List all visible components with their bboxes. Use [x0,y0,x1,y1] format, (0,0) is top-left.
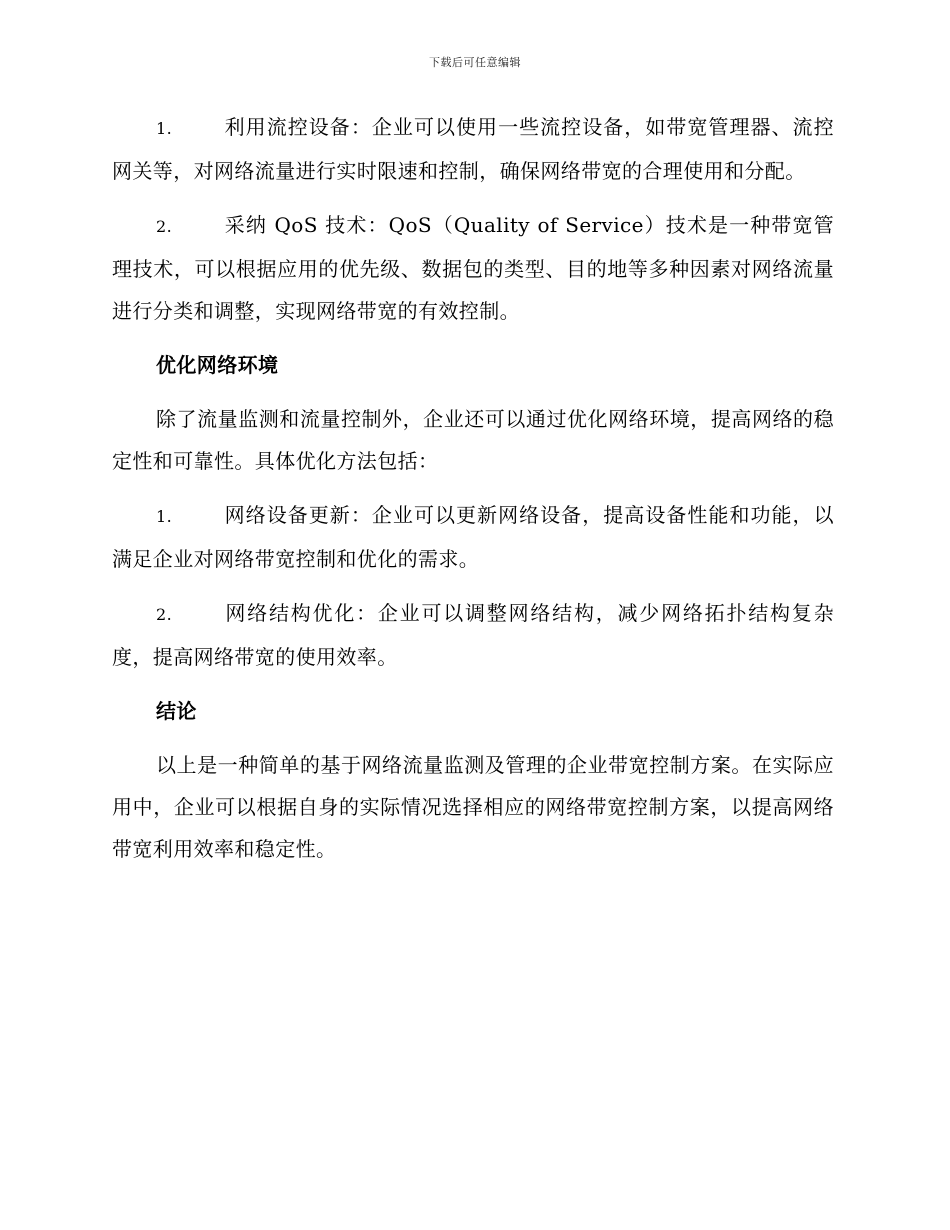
body-paragraph: 以上是一种简单的基于网络流量监测及管理的企业带宽控制方案。在实际应用中，企业可以根据自身的实际情况选择相应的网络带宽控制方案，以提高网络带宽利用效率和稳定性。 [112,753,834,861]
list-item-text: 网络结构优化：企业可以调整网络结构，减少网络拓扑结构复杂度，提高网络带宽的使用效率。 [112,601,834,669]
section-heading: 优化网络环境 [156,353,279,377]
list-item [112,592,834,678]
section-heading: 结论 [156,699,197,723]
document-body [112,106,834,882]
list-item [112,106,834,192]
page-header: 下载后可任意编辑 [429,56,521,69]
list-item [112,204,834,332]
list-number: 1. [156,507,173,526]
list-item-text: 网络设备更新：企业可以更新网络设备，提高设备性能和功能，以满足企业对网络带宽控制和优化的需求。 [112,503,834,571]
list-item-text: 采纳 QoS 技术：QoS（Quality of Service）技术是一种带宽管理技术，可以根据应用的优先级、数据包的类型、目的地等多种因素对网络流量进行分类和调整，实现网络带宽的有效控制。 [112,213,834,323]
list-item [112,494,834,580]
list-item-text: 利用流控设备：企业可以使用一些流控设备，如带宽管理器、流控网关等，对网络流量进行实时限速和控制，确保网络带宽的合理使用和分配。 [112,115,834,183]
list-number: 1. [156,119,173,138]
body-paragraph: 除了流量监测和流量控制外，企业还可以通过优化网络环境，提高网络的稳定性和可靠性。具体优化方法包括： [112,407,834,473]
list-number: 2. [156,605,173,624]
list-number: 2. [156,217,173,236]
